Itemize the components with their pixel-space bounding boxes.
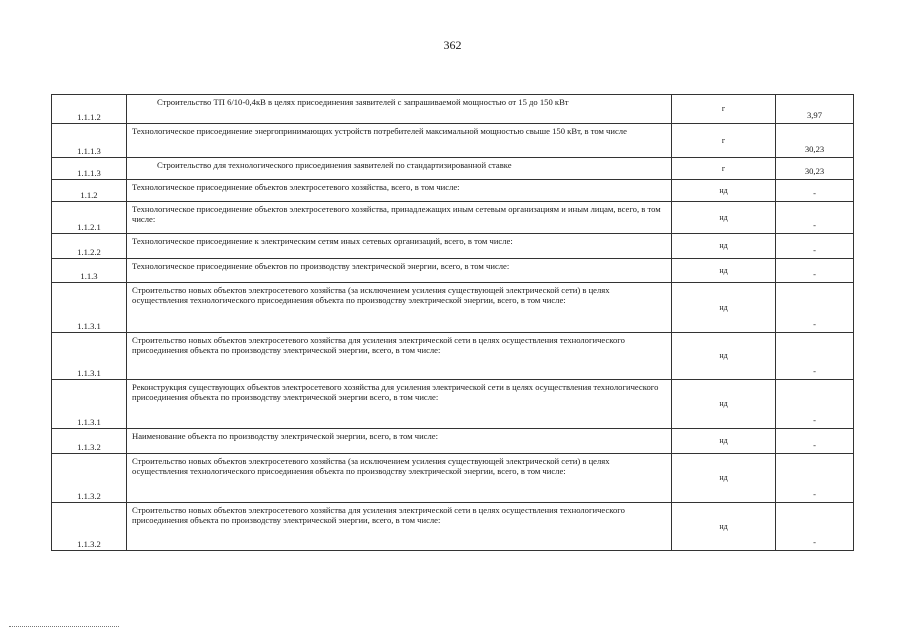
row-value: 30,23 xyxy=(776,124,854,158)
row-unit: нд xyxy=(672,202,776,234)
table-row xyxy=(52,95,854,124)
row-value: - xyxy=(776,202,854,234)
row-code: 1.1.2 xyxy=(52,180,127,202)
table-row xyxy=(52,283,854,333)
row-unit: нд xyxy=(672,234,776,259)
row-description: Строительство новых объектов электросетевого хозяйства (за исключением усиления существующей электрической сети) в целях осуществления технологического присоединения объекта по производству электрической энергии, всего, в том числе: xyxy=(127,283,672,333)
row-description: Технологическое присоединение энергопринимающих устройств потребителей максимальной мощностью свыше 150 кВт, в том числе xyxy=(127,124,672,158)
row-value: - xyxy=(776,333,854,380)
row-code: 1.1.3.1 xyxy=(52,283,127,333)
row-description: Строительство новых объектов электросетевого хозяйства (за исключением усиления существующей электрической сети) в целях осуществления технологического присоединения объекта по производству электрической энергии, всего, в том числе: xyxy=(127,454,672,503)
table-row xyxy=(52,503,854,551)
row-description: Строительство ТП 6/10-0,4кВ в целях присоединения заявителей с запрашиваемой мощностью от 15 до 150 кВт xyxy=(127,95,672,124)
row-unit: г xyxy=(672,95,776,124)
row-code: 1.1.2.1 xyxy=(52,202,127,234)
row-unit: нд xyxy=(672,380,776,429)
table-row xyxy=(52,454,854,503)
row-value: - xyxy=(776,283,854,333)
row-code: 1.1.3.1 xyxy=(52,333,127,380)
row-code: 1.1.1.3 xyxy=(52,158,127,180)
table-row xyxy=(52,124,854,158)
row-description: Строительство новых объектов электросетевого хозяйства для усиления электрической сети в целях осуществления технологического присоединения объекта по производству электрической энергии, всего, в том числе: xyxy=(127,333,672,380)
row-value: - xyxy=(776,259,854,283)
row-unit: г xyxy=(672,158,776,180)
row-value: 3,97 xyxy=(776,95,854,124)
row-unit: нд xyxy=(672,180,776,202)
row-unit: нд xyxy=(672,454,776,503)
investment-program-table xyxy=(51,94,854,551)
row-unit: г xyxy=(672,124,776,158)
row-value: - xyxy=(776,380,854,429)
row-value: - xyxy=(776,180,854,202)
row-description: Технологическое присоединение к электрическим сетям иных сетевых организаций, всего, в том числе: xyxy=(127,234,672,259)
row-value: - xyxy=(776,429,854,454)
row-value: - xyxy=(776,503,854,551)
row-unit: нд xyxy=(672,259,776,283)
table-row xyxy=(52,259,854,283)
row-value: - xyxy=(776,234,854,259)
table-row xyxy=(52,380,854,429)
row-value: 30,23 xyxy=(776,158,854,180)
table-row xyxy=(52,202,854,234)
row-code: 1.1.3.2 xyxy=(52,429,127,454)
row-code: 1.1.3.2 xyxy=(52,454,127,503)
row-code: 1.1.3.2 xyxy=(52,503,127,551)
row-description: Наименование объекта по производству электрической энергии, всего, в том числе: xyxy=(127,429,672,454)
page-number: 362 xyxy=(443,38,462,52)
row-code: 1.1.1.3 xyxy=(52,124,127,158)
row-value: - xyxy=(776,454,854,503)
row-code: 1.1.1.2 xyxy=(52,95,127,124)
table-row xyxy=(52,429,854,454)
row-code: 1.1.3 xyxy=(52,259,127,283)
row-description: Технологическое присоединение объектов электросетевого хозяйства, принадлежащих иным сетевым организациям и иным лицам, всего, в том числе: xyxy=(127,202,672,234)
row-description: Строительство для технологического присоединения заявителей по стандартизированной ставке xyxy=(127,158,672,180)
table-row xyxy=(52,180,854,202)
row-description: Строительство новых объектов электросетевого хозяйства для усиления электрической сети в целях осуществления технологического присоединения объекта по производству электрической энергии, всего, в том числе: xyxy=(127,503,672,551)
table-row xyxy=(52,333,854,380)
table-row xyxy=(52,234,854,259)
row-description: Технологическое присоединение объектов по производству электрической энергии, всего, в том числе: xyxy=(127,259,672,283)
row-code: 1.1.3.1 xyxy=(52,380,127,429)
row-unit: нд xyxy=(672,283,776,333)
row-description: Реконструкция существующих объектов электросетевого хозяйства для усиления электрической сети в целях осуществления технологического присоединения объекта по производству электрической энергии всего, в том числе: xyxy=(127,380,672,429)
row-code: 1.1.2.2 xyxy=(52,234,127,259)
row-description: Технологическое присоединение объектов электросетевого хозяйства, всего, в том числе: xyxy=(127,180,672,202)
row-unit: нд xyxy=(672,333,776,380)
table-row xyxy=(52,158,854,180)
footnote-separator xyxy=(9,626,119,627)
row-unit: нд xyxy=(672,429,776,454)
row-unit: нд xyxy=(672,503,776,551)
